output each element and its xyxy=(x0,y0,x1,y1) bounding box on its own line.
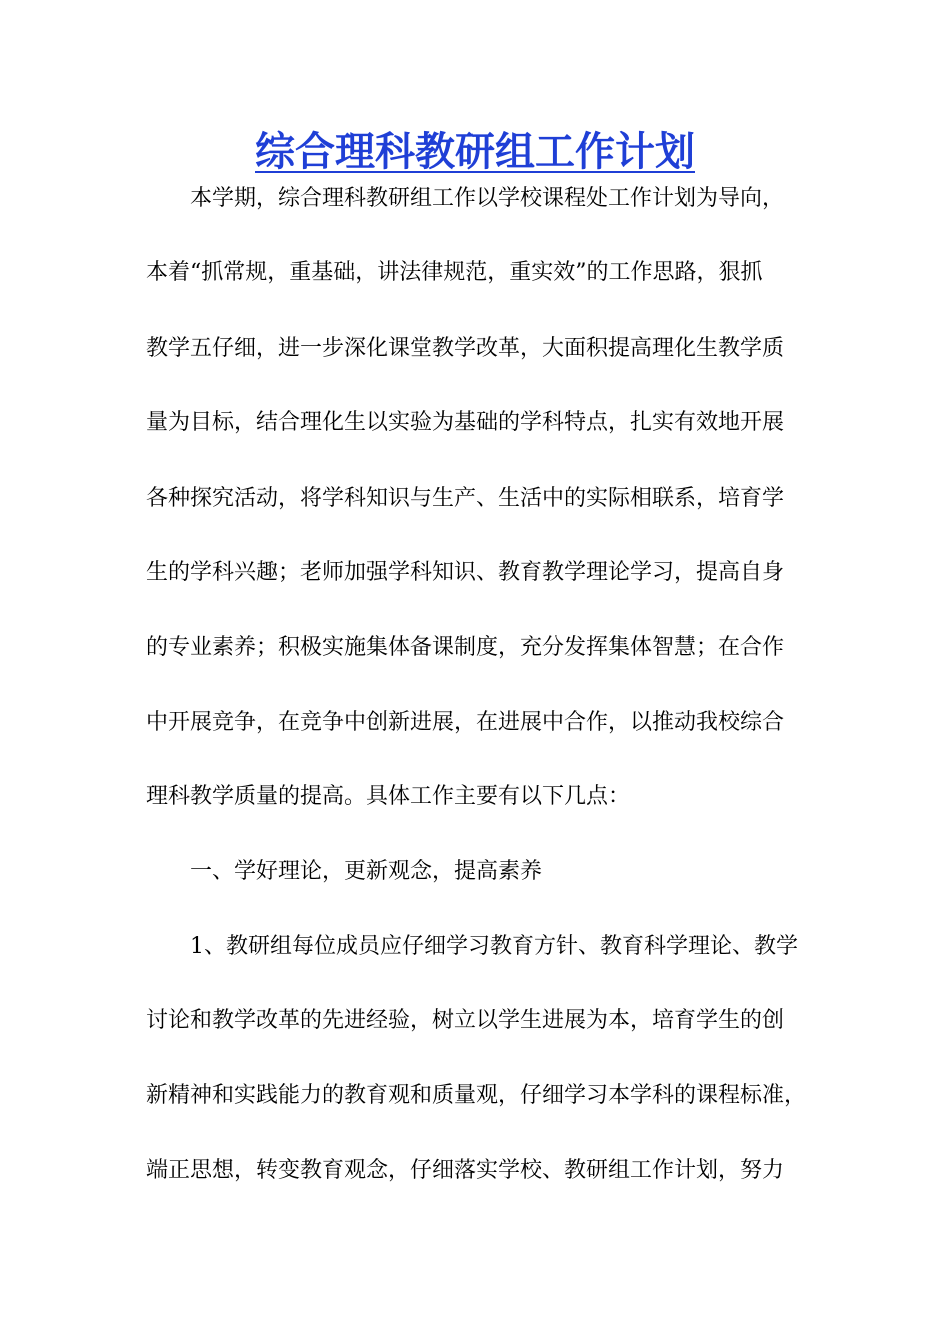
paragraph-line: 教学五仔细，进一步深化课堂教学改革，大面积提高理化生教学质 xyxy=(146,336,785,361)
paragraph-line: 生的学科兴趣；老师加强学科知识、教育教学理论学习，提高自身 xyxy=(146,560,785,585)
paragraph-line: 讨论和教学改革的先进经验，树立以学生进展为本，培育学生的创 xyxy=(146,1008,785,1033)
paragraph-line: 各种探究活动，将学科知识与生产、生活中的实际相联系，培育学 xyxy=(146,486,785,511)
paragraph-line: 的专业素养；积极实施集体备课制度，充分发挥集体智慧；在合作 xyxy=(146,635,785,660)
paragraph-line: 理科教学质量的提高。具体工作主要有以下几点： xyxy=(146,784,631,809)
paragraph-line: 量为目标，结合理化生以实验为基础的学科特点，扎实有效地开展 xyxy=(146,410,785,435)
paragraph-line: 本着“抓常规，重基础，讲法律规范，重实效”的工作思路，狠抓 xyxy=(146,260,763,285)
section-heading: 一、学好理论，更新观念，提高素养 xyxy=(190,859,543,884)
paragraph-line: 中开展竞争，在竞争中创新进展，在进展中合作，以推动我校综合 xyxy=(146,710,785,735)
paragraph-line: 端正思想，转变教育观念，仔细落实学校、教研组工作计划，努力 xyxy=(146,1158,785,1183)
paragraph-line: 本学期，综合理科教研组工作以学校课程处工作计划为导向， xyxy=(190,186,785,211)
paragraph-line: 新精神和实践能力的教育观和质量观，仔细学习本学科的课程标准， xyxy=(146,1083,806,1108)
document-title: 综合理科教研组工作计划 xyxy=(255,128,695,175)
paragraph-line: 1、教研组每位成员应仔细学习教育方针、教育科学理论、教学 xyxy=(190,934,798,959)
